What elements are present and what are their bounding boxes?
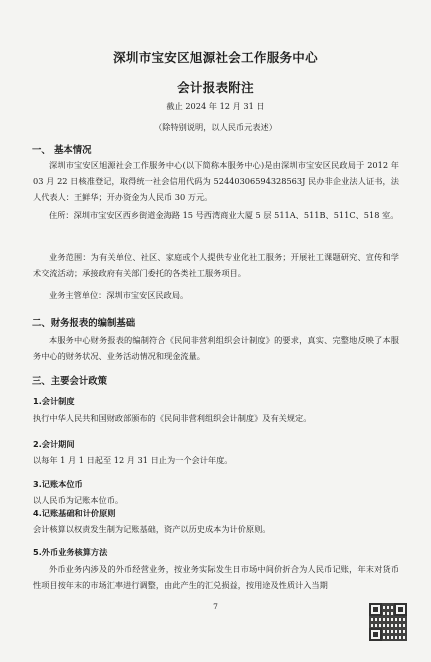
page-number: 7 [213,602,218,611]
qr-finder-corner [369,628,382,641]
doc-title: 会计报表附注 [177,80,254,95]
qr-finder-corner [394,603,407,616]
policy-title: 4.记账基础和计价原则 [33,508,116,518]
policy-title: 2.会计期间 [33,439,75,449]
policy-body: 会计核算以权责发生制为记账基础，资产以历史成本为计价原则。 [33,524,271,534]
paragraph-supervisor: 业务主管单位：深圳市宝安区民政局。 [49,290,189,300]
paragraph-org-intro: 深圳市宝安区旭源社会工作服务中心(以下简称本服务中心)是由深圳市宝安区民政局于 2012 年 03 月 22 日核准登记，取得统一社会信用代码为 52440306594328563J 民办非企业法人证书，法人代表人：王鲜华；开办资金为人民币 30 万元。 [33,160,399,203]
paragraph-basis: 本服务中心财务报表的编制符合《民间非营利组织会计制度》的要求，真实、完整地反映了本服务中心的财务状况、业务活动情况和现金流量。 [33,335,399,362]
paragraph-business-scope: 业务范围：为有关单位、社区、家庭或个人提供专业化社工服务；开展社工课题研究、宣传和学术交流活动；承接政府有关部门委托的各类社工服务项目。 [33,252,399,279]
as-of-date: 截止 2024 年 12 月 31 日 [166,101,265,111]
paragraph-address: 住所：深圳市宝安区西乡街道金海路 15 号西湾商业大厦 5 层 511A、511B、511C、518 室。 [49,210,399,220]
policy-title: 5.外币业务核算方法 [33,547,108,557]
section-heading-policies: 三、主要会计政策 [32,376,108,387]
policy-body: 执行中华人民共和国财政部颁布的《民间非营利组织会计制度》及有关规定。 [33,413,312,423]
section-heading-basic-info: 一、 基本情况 [32,145,92,156]
org-title: 深圳市宝安区旭源社会工作服务中心 [113,50,318,65]
currency-note: （除特别说明，以人民币元表述） [154,122,277,132]
policy-body: 以每年 1 月 1 日起至 12 月 31 日止为一个会计年度。 [33,455,233,465]
section-heading-basis: 二、财务报表的编制基础 [32,318,136,329]
qr-finder-corner [369,603,382,616]
policy-body: 以人民币为记账本位币。 [33,495,124,505]
qr-code-icon [369,603,407,641]
policy-title: 3.记账本位币 [33,479,83,489]
policy-title: 1.会计制度 [33,396,75,406]
policy-body: 外币业务内涉及的外币经营业务，按业务实际发生日市场中间价折合为人民币记账，年末对货币性项目按年末的市场汇率进行调整，由此产生的汇兑损益，按用途及性质计入当期 [33,564,399,591]
